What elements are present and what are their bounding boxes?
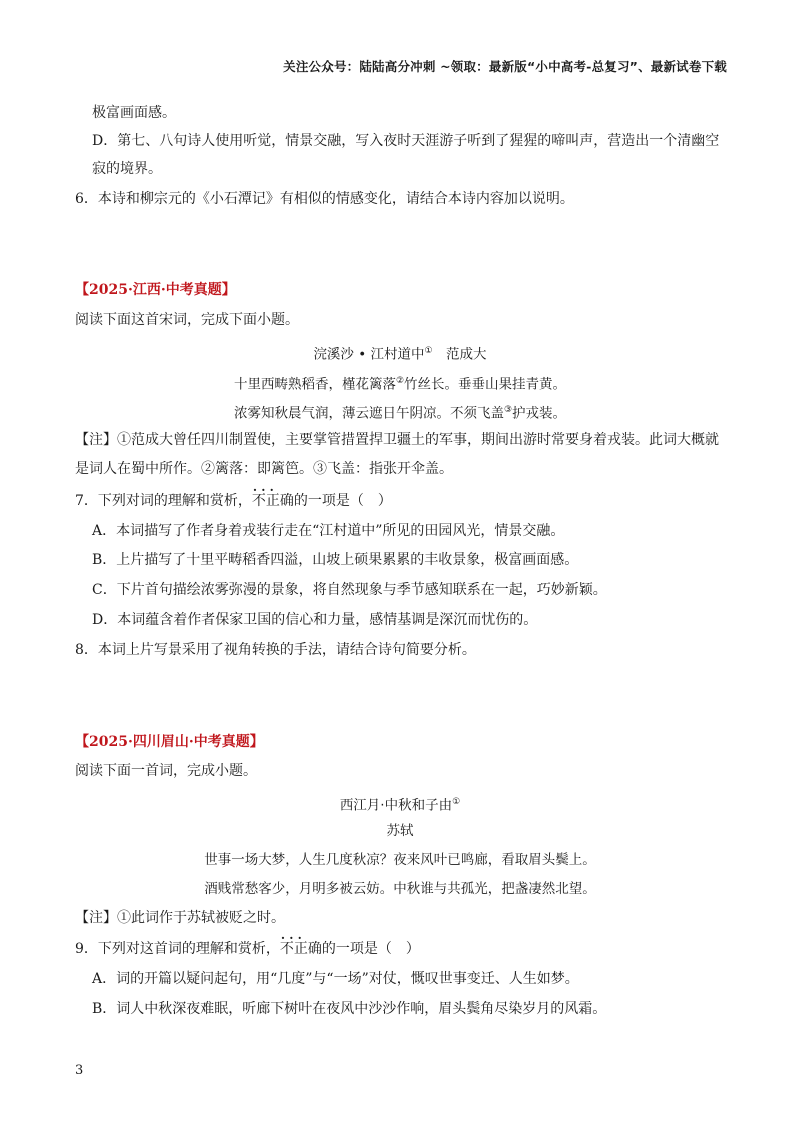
emphasis-text: · · · 不正确 [252, 492, 294, 510]
option-c: C．下片首句描绘浓雾弥漫的景象，将自然现象与季节感知联系在一起，巧妙新颖。 [92, 582, 607, 598]
option-b: B．上片描写了十里平畴稻香四溢，山坡上硕果累累的丰收景象，极富画面感。 [92, 552, 579, 568]
poem-title: 西江月·中秋和子由① [339, 797, 461, 814]
option-a: A．词的开篇以疑问起句，用“几度”与“一场”对仗，慨叹世事变迁、人生如梦。 [92, 971, 579, 987]
page-number: 3 [75, 1063, 84, 1078]
prev-option-d: D．第七、八句诗人使用听觉，情景交融，写入夜时天涯游子听到了猩猩的啼叫声，营造出一个清幽空 [92, 133, 720, 149]
prev-text-line: 极富画面感。 [92, 105, 176, 121]
question-7: 7．下列对词的理解和赏析，· · · 不正确的一项是（ ） [75, 492, 392, 510]
poem-author: 苏轼 [386, 823, 414, 839]
emphasis-text: · · · 不正确 [280, 940, 322, 958]
note-cont: 是词人在蜀中所作。②篱落：即篱笆。③飞盖：指张开伞盖。 [75, 461, 453, 477]
poem-line-1: 十里西畴熟稻香，槿花篱落②竹丝长。垂垂山果挂青黄。 [233, 376, 567, 393]
poem-line-2: 酒贱常愁客少，月明多被云妨。中秋谁与共孤光，把盏凄然北望。 [204, 881, 596, 897]
question-9: 9．下列对这首词的理解和赏析，· · · 不正确的一项是（ ） [75, 940, 420, 958]
page-header: 关注公众号：陆陆高分冲刺 ~领取：最新版“小中高考-总复习”、最新试卷下载 [283, 59, 727, 74]
note: 【注】①此词作于苏轼被贬之时。 [75, 910, 285, 926]
poem-line-2: 浓雾知秋晨气润，薄云遮日午阴凉。不须飞盖③护戎装。 [233, 405, 567, 422]
option-b: B．词人中秋深夜难眠，听廊下树叶在夜风中沙沙作响，眉头鬓角尽染岁月的风霜。 [92, 1001, 607, 1017]
question-8: 8．本词上片写景采用了视角转换的手法，请结合诗句简要分析。 [75, 642, 476, 658]
question-6: 6．本诗和柳宗元的《小石潭记》有相似的情感变化，请结合本诗内容加以说明。 [75, 191, 574, 207]
poem-title: 浣溪沙 • 江村道中① 范成大 [313, 346, 487, 363]
section-intro: 阅读下面一首词，完成小题。 [75, 763, 257, 779]
option-d: D．本词蕴含着作者保家卫国的信心和力量，感情基调是深沉而忧伤的。 [92, 612, 538, 628]
note: 【注】①范成大曾任四川制置使，主要掌管措置捍卫疆土的军事，期间出游时常要身着戎装。此词大概就 [75, 432, 719, 448]
poem-line-1: 世事一场大梦，人生几度秋凉？夜来风叶已鸣廊，看取眉头鬓上。 [204, 852, 596, 868]
section-tag-sichuan: 【2025·四川眉山·中考真题】 [75, 734, 264, 750]
prev-option-d-cont: 寂的境界。 [92, 161, 162, 177]
option-a: A．本词描写了作者身着戎装行走在“江村道中”所见的田园风光，情景交融。 [92, 523, 565, 539]
section-intro: 阅读下面这首宋词，完成下面小题。 [75, 312, 299, 328]
section-tag-jiangxi: 【2025·江西·中考真题】 [75, 282, 236, 298]
